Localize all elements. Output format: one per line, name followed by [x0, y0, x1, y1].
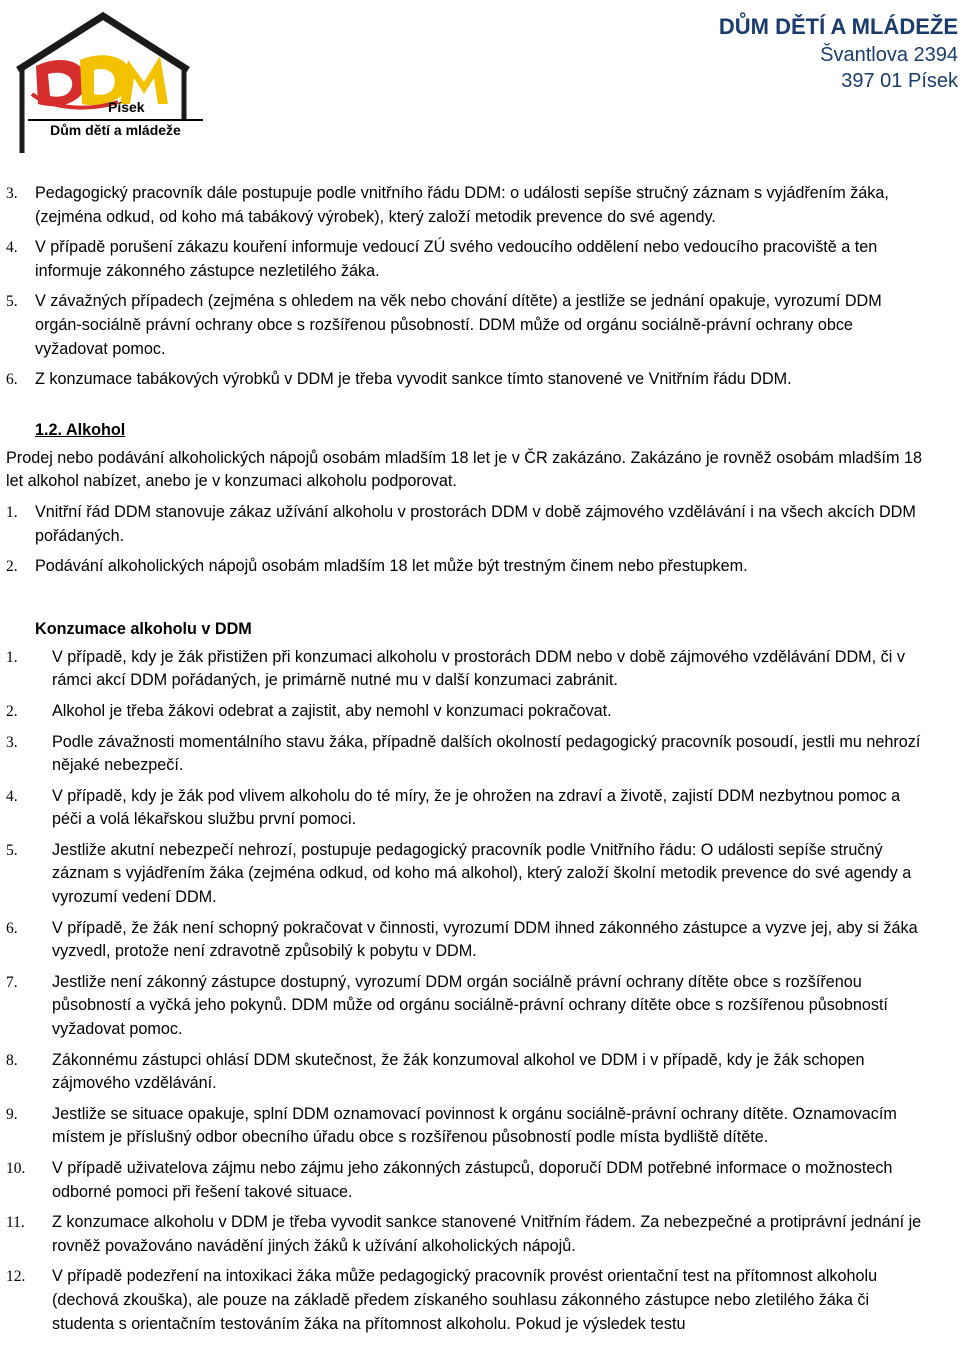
list-item: 12. V případě podezření na intoxikaci žáka může pedagogický pracovník provést orientační test na přítomnost alkoholu (dechová zkouška), ale pouze na základě předem získaného souhlasu zákonného zástupce nebo zletilého žáka či studenta s orientačním testováním žáka na přítomnost alkoholu. Pokud je výsledek testu [6, 1267, 878, 1333]
alcohol-heading: 1.2. Alkohol [35, 420, 126, 439]
organization-address [719, 12, 958, 94]
document-body [6, 182, 926, 1343]
list-item: 3. Podle závažnosti momentálního stavu žáka, případně dalších okolností pedagogický pracovník posoudí, jestli mu nehrozí nějaké nebezpečí. [6, 732, 921, 775]
ddm-logo [8, 8, 198, 153]
logo-caption: Dům dětí a mládeže [28, 119, 203, 140]
list-item: 4. V případě porušení zákazu kouření informuje vedoucí ZÚ svého vedoucího oddělení nebo vedoucího pracoviště a ten informuje zákonného zástupce nezletilého žáka. [6, 238, 878, 280]
consumption-list [6, 646, 926, 1336]
list-item: 1. Vnitřní řád DDM stanovuje zákaz užívání alkoholu v prostorách DDM v době zájmového vzdělávání i na všech akcích DDM pořádaných. [6, 502, 916, 545]
list-item: 2. Alkohol je třeba žákovi odebrat a zajistit, aby nemohl v konzumaci pokračovat. [6, 701, 612, 720]
list-item: 8. Zákonnému zástupci ohlásí DDM skutečnost, že žák konzumoval alkohol ve DDM i v případě, kdy je žák schopen zájmového vzdělávání. [6, 1050, 865, 1093]
alcohol-intro: Prodej nebo podávání alkoholických nápojů osobám mladším 18 let je v ČR zakázáno. Zakázáno je rovněž osobám mladším 18 let alkohol nabízet, anebo je v konzumaci alkoholu podporovat. [6, 448, 922, 491]
city-address: 397 01 Písek [841, 70, 958, 92]
list-item: 10. V případě uživatelova zájmu nebo zájmu jeho zákonných zástupců, doporučí DDM potřebné informace o možnostech odborné pomoci při řešení takové situace. [6, 1159, 893, 1201]
list-item: 1. V případě, kdy je žák přistižen při konzumaci alkoholu v prostorách DDM nebo v době zájmového vzdělávání DDM, či v rámci akcí DDM pořádaných, je primárně nutné mu v další konzumaci zabránit. [6, 647, 905, 690]
list-item: 6. V případě, že žák není schopný pokračovat v činnosti, vyrozumí DDM ihned zákonného zástupce a vyzve jej, aby si žáka vyzvedl, protože není zdravotně způsobilý k pobytu v DDM. [6, 918, 918, 961]
alcohol-list [6, 501, 926, 579]
logo-town: Písek [108, 99, 145, 115]
list-item: 5. Jestliže akutní nebezpečí nehrozí, postupuje pedagogický pracovník podle Vnitřního řádu: O události sepíše stručný záznam s vyjádřením žáka (zejména odkud, od koho má alkohol), který založí školní metodik prevence do své agendy a vyrozumí vedení DDM. [6, 840, 912, 907]
list-item: 3. Pedagogický pracovník dále postupuje podle vnitřního řádu DDM: o události sepíše stručný záznam s vyjádřením žáka, (zejména odkud, od koho má tabákový výrobek), který založí metodik prevence do své agendy. [6, 184, 889, 226]
list-item: 5. V závažných případech (zejména s ohledem na věk nebo chování dítěte) a jestliže se jednání opakuje, vyrozumí DDM orgán-sociálně právní ochrany obce s rozšířenou působností. DDM může od orgánu sociálně-právní ochrany obce vyžadovat pomoc. [6, 292, 882, 358]
organization-name: DŮM DĚTÍ A MLÁDEŽE [718, 14, 958, 39]
street-address: Švantlova 2394 [820, 44, 958, 66]
list-item: 4. V případě, kdy je žák pod vlivem alkoholu do té míry, že je ohrožen na zdraví a životě, zajistí DDM nezbytnou pomoc a péči a volá lékařskou službu první pomoci. [6, 786, 901, 829]
list-item: 7. Jestliže není zákonný zástupce dostupný, vyrozumí DDM orgán sociálně právní ochrany dítěte obce s rozšířenou působností a vyčká jeho pokynů. DDM může od orgánu sociálně-právní ochrany dítěte obce s rozšířenou působností vyžadovat pomoc. [6, 972, 888, 1039]
tobacco-list [6, 182, 926, 392]
list-item: 9. Jestliže se situace opakuje, splní DDM oznamovací povinnost k orgánu sociálně-právní ochrany dítěte. Oznamovacím místem je příslušný odbor obecního úřadu obce s rozšířenou působností podle místa bydliště dítěte. [6, 1104, 897, 1147]
list-item: 6. Z konzumace tabákových výrobků v DDM je třeba vyvodit sankce tímto stanovené ve Vnitřním řádu DDM. [6, 370, 792, 389]
list-item: 11. Z konzumace alkoholu v DDM je třeba vyvodit sankce stanovené Vnitřním řádem. Za nebezpečné a protiprávní jednání je rovněž považováno navádění jiných žáků k užívání alkoholických nápojů. [6, 1213, 922, 1255]
consumption-heading: Konzumace alkoholu v DDM [35, 619, 252, 638]
list-item: 2. Podávání alkoholických nápojů osobám mladším 18 let může být trestným činem nebo přestupkem. [6, 557, 748, 576]
